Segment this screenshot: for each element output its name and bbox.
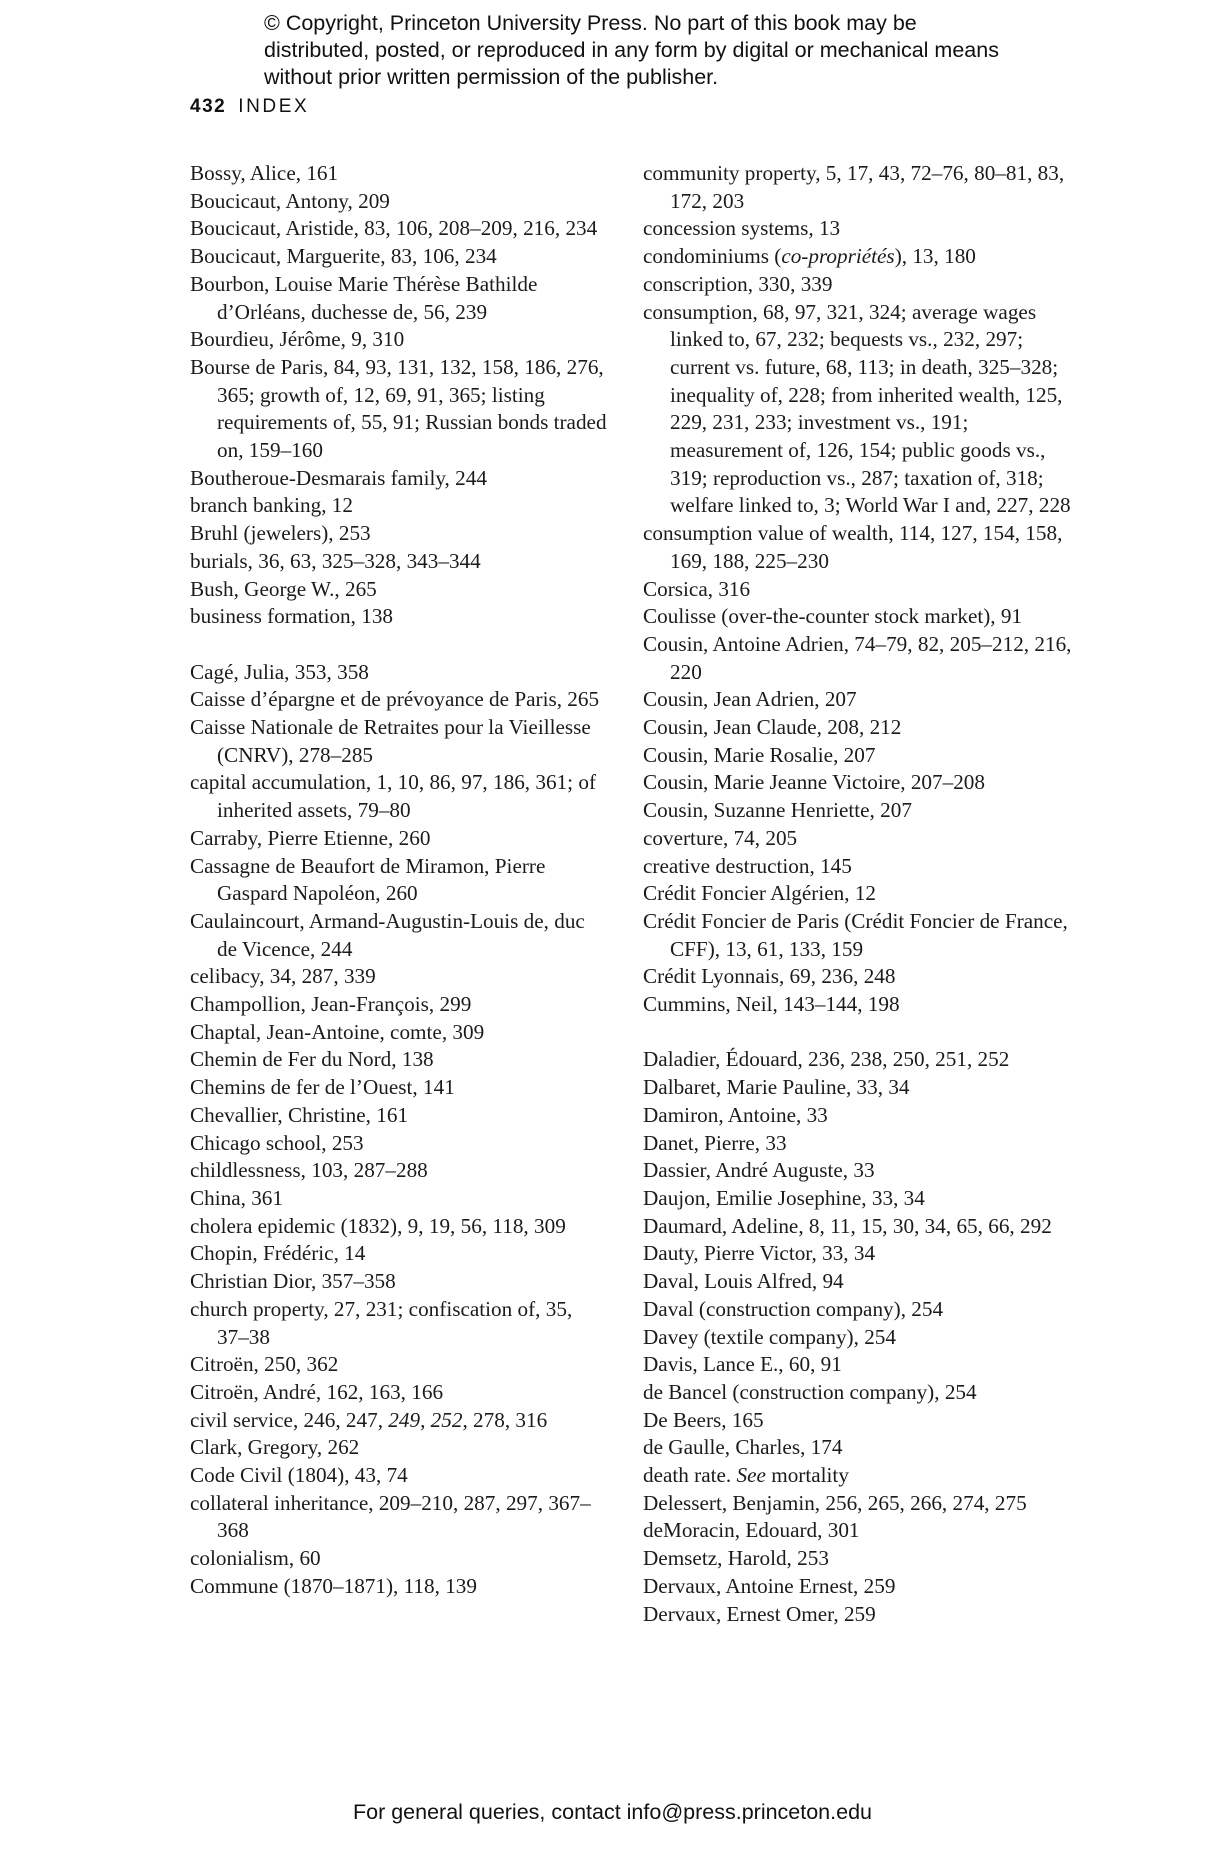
index-entry: Chemin de Fer du Nord, 138 (190, 1047, 434, 1072)
index-entry: church property, 27, 231; confiscation of, 35, 37–38 (190, 1296, 573, 1349)
index-entry: Daladier, Édouard, 236, 238, 250, 251, 252 (643, 1047, 1010, 1072)
index-entry: Caulaincourt, Armand-Augustin-Louis de, duc de Vicence, 244 (190, 908, 585, 961)
index-entry: Cummins, Neil, 143–144, 198 (643, 992, 900, 1017)
page-number: 432 (190, 96, 227, 117)
index-entry: Cousin, Jean Adrien, 207 (643, 687, 857, 712)
index-entry: China, 361 (190, 1186, 283, 1210)
index-entry: conscription, 330, 339 (643, 271, 833, 296)
index-entry: Corsica, 316 (643, 576, 751, 601)
index-entry: Chevallier, Christine, 161 (190, 1102, 409, 1127)
index-entry: community property, 5, 17, 43, 72–76, 80–81, 83, 172, 203 (643, 161, 1065, 213)
index-column-left (190, 160, 608, 1601)
index-entry: condominiums (co-propriétés), 13, 180 (643, 244, 976, 269)
index-entry: Crédit Lyonnais, 69, 236, 248 (643, 964, 896, 989)
index-column-right (643, 160, 1075, 1628)
index-entry: Dervaux, Ernest Omer, 259 (643, 1601, 876, 1626)
index-entry: consumption, 68, 97, 321, 324; average wages linked to, 67, 232; bequests vs., 232, 297; current vs. future, 68, 113; in death, 325–328; inequality of, 228; from inherited wealth, 125, 229, 231, 233; investment vs., 191; measurement of, 126, 154; public goods vs., 319; reproduction vs., 287; taxation of, 318; welfare linked to, 3; World War I and, 227, 228 (643, 299, 1071, 518)
index-entry: Daujon, Emilie Josephine, 33, 34 (643, 1186, 925, 1210)
index-entry: Daumard, Adeline, 8, 11, 15, 30, 34, 65, 66, 292 (643, 1213, 1052, 1238)
index-entry: Danet, Pierre, 33 (643, 1130, 787, 1155)
index-entry: Davey (textile company), 254 (643, 1324, 896, 1349)
index-entry: creative destruction, 145 (643, 853, 852, 878)
index-entry: collateral inheritance, 209–210, 287, 297, 367–368 (190, 1490, 591, 1543)
index-entry: Cousin, Suzanne Henriette, 207 (643, 798, 912, 823)
index-entry: Christian Dior, 357–358 (190, 1269, 396, 1294)
index-entry: colonialism, 60 (190, 1546, 321, 1571)
index-entry: Damiron, Antoine, 33 (643, 1102, 828, 1127)
index-entry: Boucicaut, Aristide, 83, 106, 208–209, 216, 234 (190, 216, 598, 241)
index-entry: Bourse de Paris, 84, 93, 131, 132, 158, 186, 276, 365; growth of, 12, 69, 91, 365; listing requirements of, 55, 91; Russian bonds traded on, 159–160 (190, 354, 607, 463)
index-entry: Citroën, 250, 362 (190, 1352, 339, 1377)
index-entry: De Beers, 165 (643, 1407, 764, 1432)
running-head (190, 96, 309, 118)
index-entry: Chaptal, Jean-Antoine, comte, 309 (190, 1019, 485, 1044)
index-entry: Bossy, Alice, 161 (190, 161, 339, 185)
index-entry: Dervaux, Antoine Ernest, 259 (643, 1573, 896, 1598)
index-entry: childlessness, 103, 287–288 (190, 1158, 428, 1183)
index-entry: deMoracin, Edouard, 301 (643, 1518, 860, 1543)
index-entry: Boucicaut, Marguerite, 83, 106, 234 (190, 244, 497, 269)
letter-gap (643, 1019, 1075, 1047)
index-entry: Bush, George W., 265 (190, 576, 377, 601)
index-entry: Cousin, Marie Jeanne Victoire, 207–208 (643, 770, 985, 795)
index-entry: Demsetz, Harold, 253 (643, 1546, 829, 1571)
copyright-notice: © Copyright, Princeton University Press. No part of this book may be distributed, posted, or reproduced in any form by digital or mechanical means without prior written permission of the publisher. (264, 11, 999, 89)
index-entry: Cagé, Julia, 353, 358 (190, 659, 369, 684)
index-entry: Carraby, Pierre Etienne, 260 (190, 825, 431, 850)
index-entry: Citroën, André, 162, 163, 166 (190, 1379, 444, 1404)
index-entry: Cousin, Jean Claude, 208, 212 (643, 715, 902, 740)
section-title: INDEX (238, 96, 310, 117)
index-entry: Davis, Lance E., 60, 91 (643, 1352, 842, 1377)
index-entry: Bourdieu, Jérôme, 9, 310 (190, 327, 405, 352)
index-entry: Delessert, Benjamin, 256, 265, 266, 274, 275 (643, 1490, 1027, 1515)
index-entry: Dauty, Pierre Victor, 33, 34 (643, 1241, 876, 1266)
index-entry: Code Civil (1804), 43, 74 (190, 1463, 408, 1488)
index-entry: Clark, Gregory, 262 (190, 1435, 360, 1460)
index-entry: Caisse Nationale de Retraites pour la Vieillesse (CNRV), 278–285 (190, 715, 591, 767)
index-entry: Dalbaret, Marie Pauline, 33, 34 (643, 1075, 910, 1100)
index-entry: consumption value of wealth, 114, 127, 154, 158, 169, 188, 225–230 (643, 521, 1063, 573)
index-entry: civil service, 246, 247, 249, 252, 278, 316 (190, 1407, 548, 1432)
index-entry: branch banking, 12 (190, 493, 353, 518)
index-entry: Daval (construction company), 254 (643, 1296, 944, 1321)
index-entry: Caisse d’épargne et de prévoyance de Paris, 265 (190, 687, 600, 712)
index-entry: burials, 36, 63, 325–328, 343–344 (190, 548, 481, 573)
index-entry: Crédit Foncier Algérien, 12 (643, 881, 877, 906)
index-entry: Champollion, Jean-François, 299 (190, 992, 472, 1017)
index-entry: Crédit Foncier de Paris (Crédit Foncier de France, CFF), 13, 61, 133, 159 (643, 908, 1068, 961)
index-entry: cholera epidemic (1832), 9, 19, 56, 118, 309 (190, 1213, 566, 1238)
index-entry: de Gaulle, Charles, 174 (643, 1435, 843, 1460)
index-entry: Coulisse (over-the-counter stock market), 91 (643, 604, 1023, 629)
index-entry: business formation, 138 (190, 604, 394, 629)
letter-gap (190, 631, 608, 659)
index-entry: Boucicaut, Antony, 209 (190, 188, 390, 213)
index-entry: Cassagne de Beaufort de Miramon, Pierre Gaspard Napoléon, 260 (190, 853, 546, 906)
index-entry: Chemins de fer de l’Ouest, 141 (190, 1075, 455, 1100)
index-entry: coverture, 74, 205 (643, 825, 798, 850)
index-entry: death rate. See mortality (643, 1463, 849, 1488)
index-entry: Daval, Louis Alfred, 94 (643, 1269, 844, 1294)
index-entry: concession systems, 13 (643, 216, 841, 241)
index-entry: Boutheroue-Desmarais family, 244 (190, 465, 487, 490)
index-entry: Cousin, Marie Rosalie, 207 (643, 742, 876, 767)
index-entry: Bruhl (jewelers), 253 (190, 521, 371, 546)
index-entry: celibacy, 34, 287, 339 (190, 964, 376, 989)
footer-contact: For general queries, contact info@press.princeton.edu (352, 1800, 872, 1824)
index-entry: Chopin, Frédéric, 14 (190, 1241, 366, 1266)
index-entry: Commune (1870–1871), 118, 139 (190, 1573, 477, 1598)
index-entry: Cousin, Antoine Adrien, 74–79, 82, 205–212, 216, 220 (643, 631, 1072, 684)
index-entry: Bourbon, Louise Marie Thérèse Bathilde d’Orléans, duchesse de, 56, 239 (190, 271, 538, 324)
index-entry: capital accumulation, 1, 10, 86, 97, 186, 361; of inherited assets, 79–80 (190, 770, 597, 823)
index-entry: Chicago school, 253 (190, 1130, 364, 1155)
index-entry: de Bancel (construction company), 254 (643, 1379, 977, 1404)
index-entry: Dassier, André Auguste, 33 (643, 1158, 875, 1183)
